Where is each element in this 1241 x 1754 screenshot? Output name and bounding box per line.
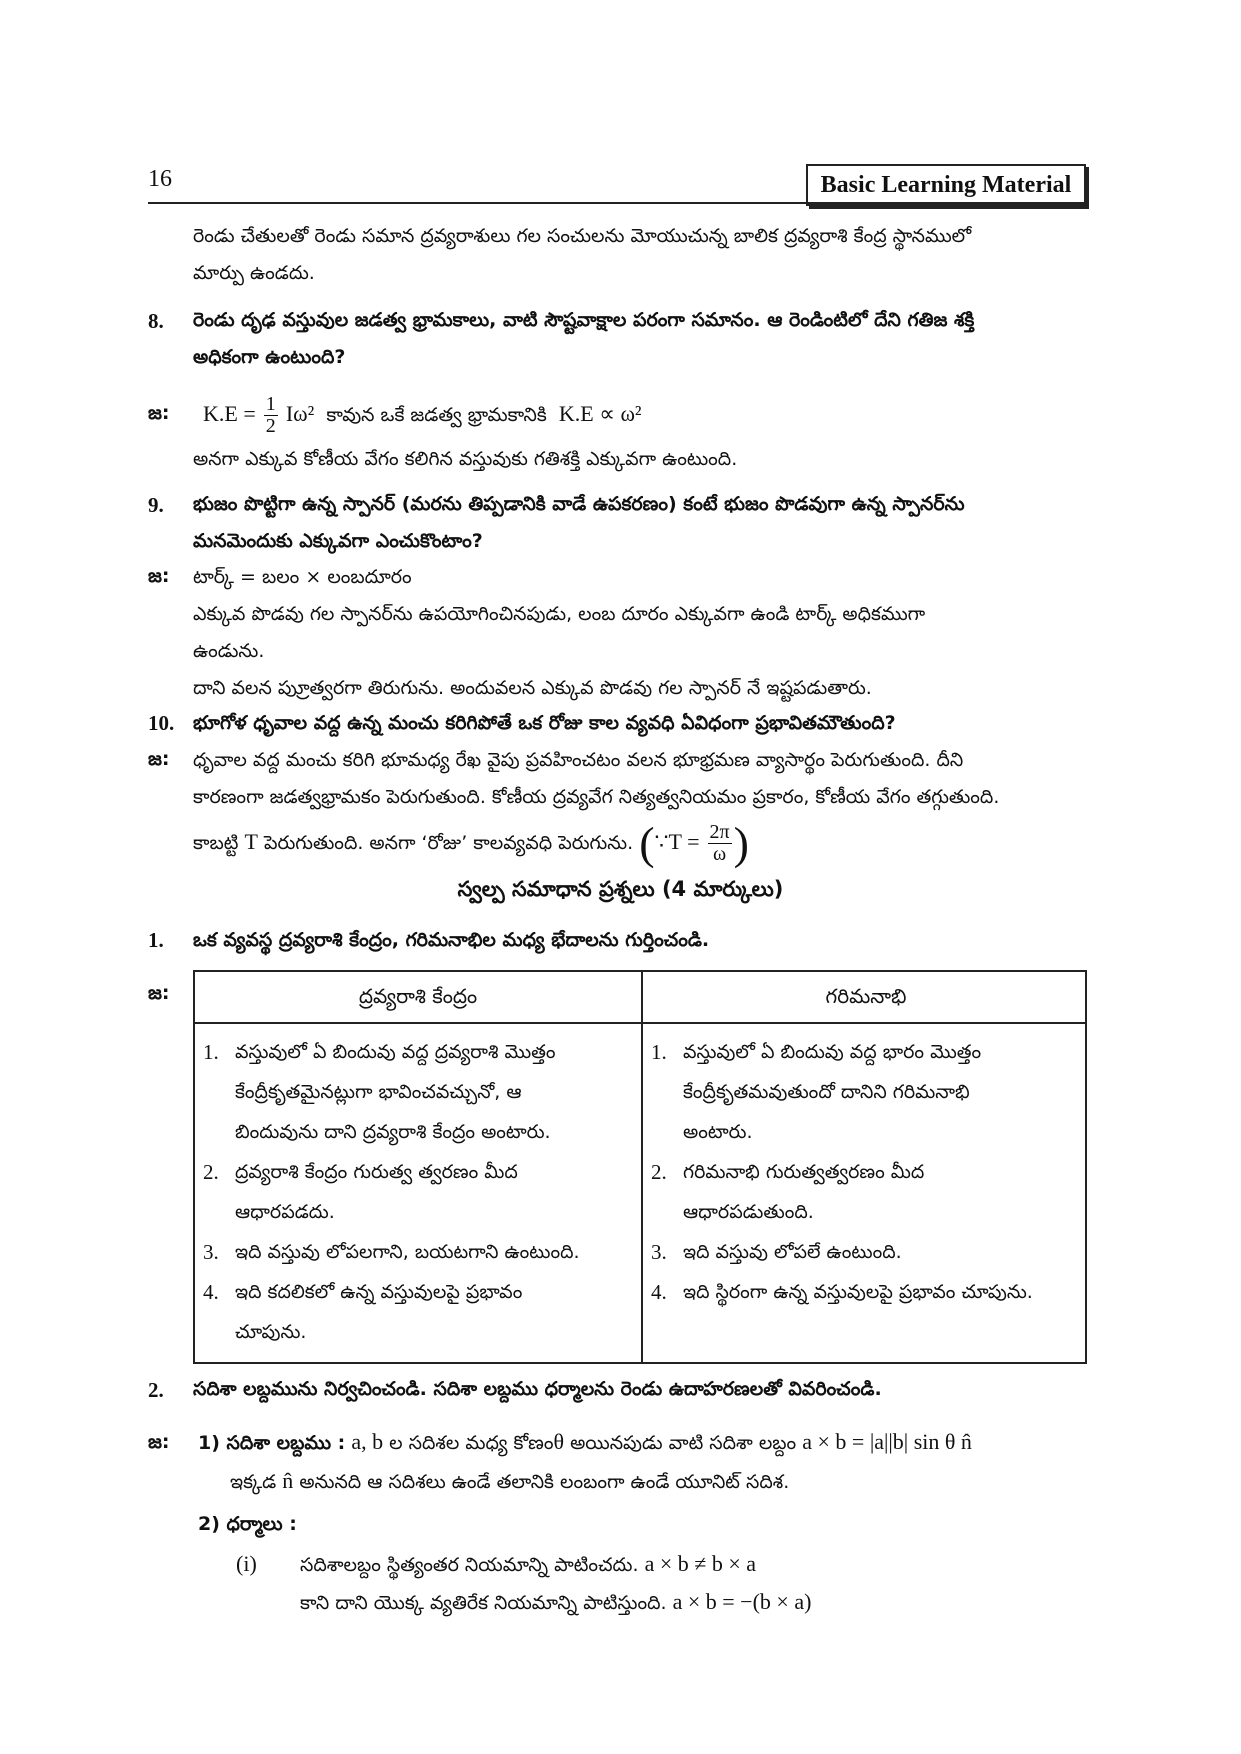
definition-text: ల సదిశల మధ్య కోణం [389,1432,554,1454]
q10-answer-line-3 [193,810,749,876]
q8-question-line-1: రెండు దృఢ వస్తువుల జడత్వ భ్రామకాలు, వాటి సౌష్టవాక్షాల పరంగా సమానం. ఆ రెండింటిలో దేని గతిజ శక్తి [193,309,975,331]
right-cell-line [683,1072,970,1112]
sq2-unit-vector-line [230,1463,789,1500]
right-cell-text: వస్తువులో ఏ బిందువు వద్ద భారం మొత్తం [683,1041,982,1063]
section-title: స్వల్ప సమాధాన ప్రశ్నలు (4 మార్కులు) [457,877,784,901]
left-cell-number: 2. [203,1160,219,1184]
left-cell-text: ఇది వస్తువు లోపలగాని, బయటగాని ఉంటుంది. [235,1241,580,1263]
q8-answer-line-2: అనగా ఎక్కువ కోణీయ వేగం కలిగిన వస్తువుకు గతిశక్తి ఎక్కువగా ఉంటుంది. [193,448,738,470]
q10-question-line: భూగోళ ధృవాల వద్ద ఉన్న మంచు కరిగిపోతే ఒక రోజు కాల వ్యవధి ఏవిధంగా ప్రభావితమౌతుంది? [193,712,896,734]
i-omega-squared: Iω² [285,401,315,426]
anti-commutative-formula: a × b = −(b × a) [672,1589,812,1614]
left-cell-number: 1. [203,1040,219,1064]
page-number: 16 [148,166,172,192]
left-cell-line [235,1112,551,1152]
q10-increase-text: పెరుగుతుంది. అనగా ‘రోజు’ కాలవ్యవధి పెరుగును. [263,832,634,854]
left-cell-line [203,1152,518,1192]
q8-number: 8. [148,309,164,333]
property-i-line-2 [300,1584,811,1621]
q10-answer-line-2: కారణంగా జడత్వభ్రామకం పెరుగుతుంది. కోణీయ ద్రవ్యవేగ నిత్యత్వనియమం ప్రకారం, కోణీయ వేగం తగ్గుతుంది. [193,786,1000,808]
left-cell-text: కేంద్రీకృతమైనట్లుగా భావించవచ్చునో, ఆ [235,1081,522,1103]
q9-number: 9. [148,493,164,517]
frac-denominator: 2 [265,415,276,437]
left-cell-line [235,1072,522,1112]
left-cell-text: ఇది కదలికలో ఉన్న వస్తువులపై ప్రభావం [235,1281,523,1303]
right-cell-number: 3. [651,1240,667,1264]
q9-question-line-1: భుజం పొట్టిగా ఉన్న స్పానర్ (మరను తిప్పడానికి వాడే ఉపకరణం) కంటే భుజం పొడవుగా ఉన్న స్పానర్‌ను [193,493,965,515]
q10-answer-label: జ: [148,748,170,770]
left-cell-text: చూపును. [235,1321,307,1343]
left-cell-number: 4. [203,1280,219,1304]
right-cell-text: ఆధారపడుతుంది. [683,1201,814,1223]
sq2-question-line: సదిశా లబ్దమును నిర్వచించండి. సదిశా లబ్దము ధర్మాలను రెండు ఉదాహరణలతో వివరించండి. [193,1378,882,1400]
left-cell-line [203,1032,556,1072]
property-i-number: (i) [236,1551,257,1576]
right-cell-text: అంటారు. [683,1121,753,1143]
theta-symbol: θ [553,1429,565,1454]
header-rule [148,202,1088,204]
q8-answer-formula-line [203,386,642,443]
left-cell-text: బిందువును దాని ద్రవ్యరాశి కేంద్రం అంటారు. [235,1121,551,1143]
q10-so-text: కాబట్టి [193,832,239,854]
q10-number: 10. [148,711,175,735]
unit-vector-text: అనునది ఆ సదిశలు ఉండే తలానికి లంబంగా ఉండే యూనిట్ సదిశ. [299,1471,790,1493]
sq1-number: 1. [148,928,164,952]
right-cell-line [651,1232,902,1272]
left-cell-line [235,1312,306,1352]
right-cell-text: గరిమనాభి గురుత్వత్వరణం మీద [683,1161,925,1183]
period-numerator: 2π [709,821,730,843]
left-cell-text: ద్రవ్యరాశి కేంద్రం గురుత్వ త్వరణం మీద [235,1161,518,1183]
q9-answer-line-1: టార్క్ = బలం × లంబదూరం [193,566,412,588]
property-i-line-1 [300,1546,756,1583]
period-denominator: ω [713,843,727,865]
left-cell-text: వస్తువులో ఏ బిందువు వద్ద ద్రవ్యరాశి మొత్తం [235,1041,556,1063]
right-cell-text: ఇది వస్తువు లోపలే ఉంటుంది. [683,1241,902,1263]
formula-open-paren: ( [639,817,655,869]
frac-numerator: 1 [265,393,276,415]
left-cell-line [235,1192,335,1232]
table-column-divider [641,972,643,1362]
property-i-text: సదిశాలబ్దం స్థిత్యంతర నియమాన్ని పాటించదు. [300,1554,639,1576]
comparison-table [193,970,1087,1364]
right-cell-number: 1. [651,1040,667,1064]
right-cell-line [651,1032,982,1072]
q9-question-line-2: మనమెందుకు ఎక్కువగా ఎంచుకొంటాం? [193,530,483,552]
formula-lhs: ∵T = [654,829,700,854]
q9-answer-line-2: ఎక్కువ పొడవు గల స్పానర్‌ను ఉపయోగించినపుడు, లంబ దూరం ఎక్కువగా ఉండి టార్క్ అధికముగా [193,603,926,625]
period-fraction [708,822,732,865]
ke-proportional: K.E ∝ ω² [558,401,642,426]
right-cell-line [651,1272,1033,1312]
left-cell-number: 3. [203,1240,219,1264]
properties-label: 2) ధర్మాలు : [198,1513,297,1535]
left-cell-line [203,1272,523,1312]
unit-vector-n: n̂ [282,1468,294,1493]
sq1-answer-label: జ: [148,982,170,1004]
definition-text-2: అయినపుడు వాటి సదిశా లబ్దం [570,1432,797,1454]
sq1-question-line: ఒక వ్యవస్థ ద్రవ్యరాశి కేంద్రం, గరిమనాభిల మధ్య భేదాలను గుర్తించండి. [193,929,710,951]
q8-middle-text: కావున ఒకే జడత్వ భ్రామకానికి [326,404,547,426]
period-symbol: T [244,829,258,854]
continuation-line-1: రెండు చేతులతో రెండు సమాన ద్రవ్యరాశులు గల సంచులను మోయుచున్న బాలిక ద్రవ్యరాశి కేంద్ర స్థానములో [193,225,972,247]
left-cell-text: ఆధారపడదు. [235,1201,335,1223]
formula-close-paren: ) [733,817,749,869]
left-cell-line [203,1232,580,1272]
table-header-divider [195,1022,1085,1024]
ke-expression: K.E = [203,401,256,426]
right-cell-number: 4. [651,1280,667,1304]
table-header-center-of-mass: ద్రవ్యరాశి కేంద్రం [358,984,478,1008]
definition-label: 1) సదిశా లబ్దము : [198,1432,346,1454]
q8-question-line-2: అధికంగా ఉంటుంది? [193,346,346,368]
property-i-text-2: కాని దాని యొక్క వ్యతిరేక నియమాన్ని పాటిస్తుంది. [300,1592,667,1614]
table-header-center-of-gravity: గరిమనాభి [825,984,907,1008]
q8-answer-label: జ: [148,402,170,424]
vectors-a-b: a, b [351,1429,384,1454]
half-fraction [264,394,278,437]
header-title: Basic Learning Material [806,164,1086,206]
q9-answer-line-4: దాని వలన ప్రుూత్వరగా తిరుగును. అందువలన ఎక్కువ పొడవు గల స్పానర్ నే ఇష్టపడుతారు. [193,677,872,699]
q9-answer-label: జ: [148,565,170,587]
q9-answer-line-3: ఉండును. [193,640,265,662]
right-cell-text: ఇది స్థిరంగా ఉన్న వస్తువులపై ప్రభావం చూపును. [683,1281,1033,1303]
continuation-line-2: మార్పు ఉండదు. [193,262,315,284]
sq2-definition-line [198,1418,972,1467]
right-cell-text: కేంద్రీకృతమవుతుందో దానిని గరిమనాభి [683,1081,970,1103]
non-commutative-formula: a × b ≠ b × a [644,1551,757,1576]
right-cell-number: 2. [651,1160,667,1184]
here-text: ఇక్కడ [230,1471,277,1493]
sq2-answer-label: జ: [148,1431,170,1453]
sq2-number: 2. [148,1378,164,1402]
q10-answer-line-1: ధృవాల వద్ద మంచు కరిగి భూమధ్య రేఖ వైపు ప్రవహించటం వలన భూభ్రమణ వ్యాసార్థం పెరుగుతుంది. దీని [193,749,964,771]
right-cell-line [651,1152,925,1192]
right-cell-line [683,1112,752,1152]
cross-product-formula: a × b = |a||b| sin θ n̂ [802,1429,972,1454]
right-cell-line [683,1192,814,1232]
